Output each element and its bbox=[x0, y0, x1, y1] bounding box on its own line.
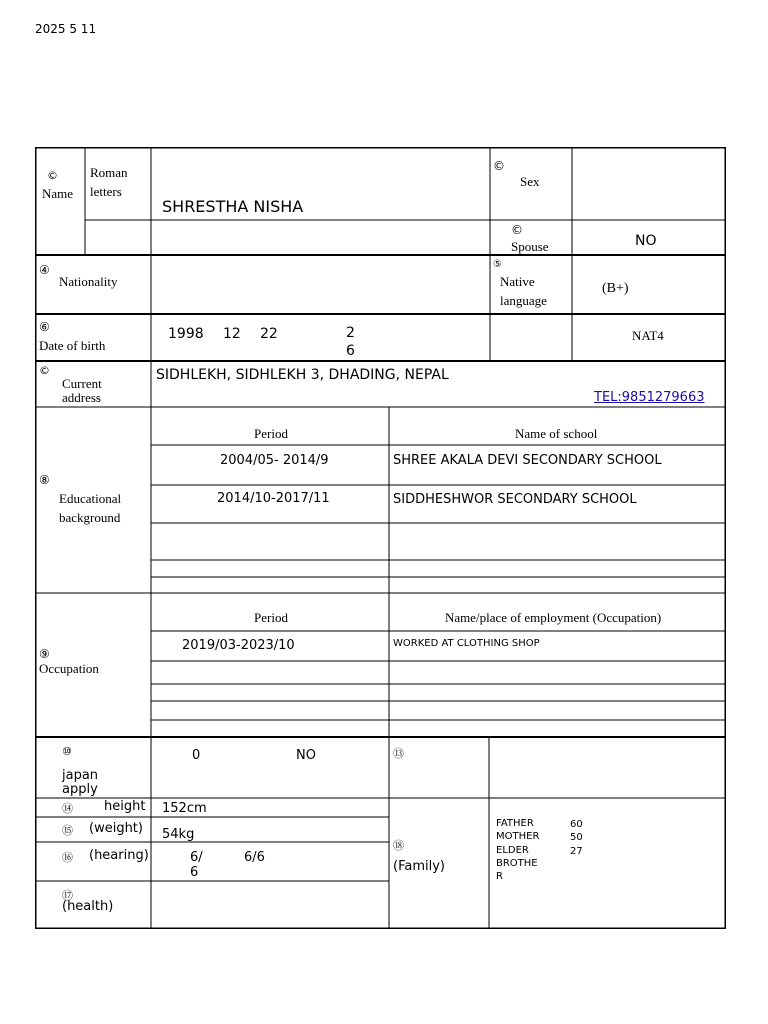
spouse-label: Spouse bbox=[511, 239, 549, 254]
occupation-period-header: Period bbox=[254, 610, 288, 625]
name-label: Name bbox=[42, 186, 74, 201]
resume-form-table bbox=[35, 147, 726, 929]
education-label-2: background bbox=[59, 510, 121, 525]
name-roman-value: SHRESTHA NISHA bbox=[162, 197, 304, 216]
birth-label: Date of birth bbox=[39, 338, 106, 353]
family-label: (Family) bbox=[393, 859, 445, 874]
japan-apply-flag: NO bbox=[296, 748, 316, 763]
hearing-left-value-2: 6 bbox=[190, 865, 199, 880]
document-date: 2025 5 11 bbox=[35, 22, 97, 36]
age-value-2: 6 bbox=[346, 343, 355, 359]
occupation-label: Occupation bbox=[39, 661, 99, 676]
birth-month: 12 bbox=[223, 326, 241, 342]
family-member-3-age: 27 bbox=[570, 846, 583, 857]
family-member-1-relation: FATHER bbox=[496, 818, 534, 829]
weight-value: 54kg bbox=[162, 827, 195, 842]
education-period-header: Period bbox=[254, 426, 288, 441]
japan-apply-circle-label: ⑩ bbox=[62, 745, 72, 758]
education-row-2-period: 2014/10-2017/11 bbox=[217, 491, 330, 506]
family-member-2-relation: MOTHER bbox=[496, 831, 540, 842]
nationality-label: Nationality bbox=[59, 274, 118, 289]
education-school-header: Name of school bbox=[515, 426, 598, 441]
age-value-1: 2 bbox=[346, 325, 355, 341]
nationality-circle-label: ④ bbox=[39, 263, 50, 277]
spouse-circle-label: © bbox=[511, 223, 523, 237]
health-circle-label: ⑰ bbox=[62, 889, 73, 902]
family-member-5-relation: R bbox=[496, 871, 503, 882]
native-language-value-suffix: (B+) bbox=[602, 281, 629, 296]
occupation-circle-label: ⑨ bbox=[39, 647, 50, 661]
native-language-label-2: language bbox=[500, 293, 547, 308]
occupation-row-1-period: 2019/03-2023/10 bbox=[182, 638, 295, 653]
weight-circle-label: ⑮ bbox=[62, 824, 73, 837]
hearing-circle-label: ⑯ bbox=[62, 851, 73, 864]
hearing-left-value: 6/ bbox=[190, 850, 203, 865]
hearing-right-value: 6/6 bbox=[244, 850, 265, 865]
japan-apply-label-2: apply bbox=[62, 782, 98, 797]
japan-apply-label-1: japan bbox=[62, 768, 99, 783]
education-row-1-period: 2004/05- 2014/9 bbox=[220, 453, 329, 468]
weight-label: (weight) bbox=[89, 821, 143, 836]
address-label-2: address bbox=[62, 390, 101, 405]
occupation-employment-header: Name/place of employment (Occupation) bbox=[445, 610, 662, 625]
birth-circle-label: ⑥ bbox=[39, 320, 50, 334]
birth-year: 1998 bbox=[168, 326, 204, 342]
address-label-1: Current bbox=[62, 376, 102, 391]
family-member-2-age: 50 bbox=[570, 832, 583, 843]
family-circle-label: ⑱ bbox=[393, 839, 404, 852]
level-value: NAT4 bbox=[632, 328, 664, 343]
sex-circle-label: © bbox=[493, 159, 505, 173]
height-label: height bbox=[104, 799, 146, 814]
education-row-1-school: SHREE AKALA DEVI SECONDARY SCHOOL bbox=[393, 453, 662, 468]
telephone-link[interactable]: TEL:9851279663 bbox=[594, 390, 705, 405]
education-circle-label: ⑧ bbox=[39, 473, 50, 487]
sex-label: Sex bbox=[520, 174, 540, 189]
height-value: 152cm bbox=[162, 801, 207, 816]
native-language-label-1: Native bbox=[500, 274, 535, 289]
roman-letters-label-1: Roman bbox=[90, 165, 128, 180]
height-circle-label: ⑭ bbox=[62, 802, 73, 815]
health-label: (health) bbox=[62, 899, 114, 914]
education-label-1: Educational bbox=[59, 491, 122, 506]
family-member-3-relation: ELDER bbox=[496, 845, 529, 856]
family-member-4-relation: BROTHE bbox=[496, 858, 538, 869]
address-value: SIDHLEKH, SIDHLEKH 3, DHADING, NEPAL bbox=[156, 367, 449, 383]
birth-day: 22 bbox=[260, 326, 278, 342]
education-row-2-school: SIDDHESHWOR SECONDARY SCHOOL bbox=[393, 492, 637, 507]
occupation-row-1-employment: WORKED AT CLOTHING SHOP bbox=[393, 638, 540, 649]
japan-apply-count: 0 bbox=[192, 748, 201, 763]
name-circle-label: © bbox=[47, 169, 58, 182]
hearing-label: (hearing) bbox=[89, 848, 149, 863]
family-member-1-age: 60 bbox=[570, 819, 583, 830]
address-circle-label: © bbox=[39, 364, 50, 377]
native-language-circle-label: ⑤ bbox=[493, 259, 502, 270]
item13-circle-label: ⑬ bbox=[393, 747, 404, 760]
spouse-value: NO bbox=[635, 233, 657, 249]
roman-letters-label-2: letters bbox=[90, 184, 122, 199]
